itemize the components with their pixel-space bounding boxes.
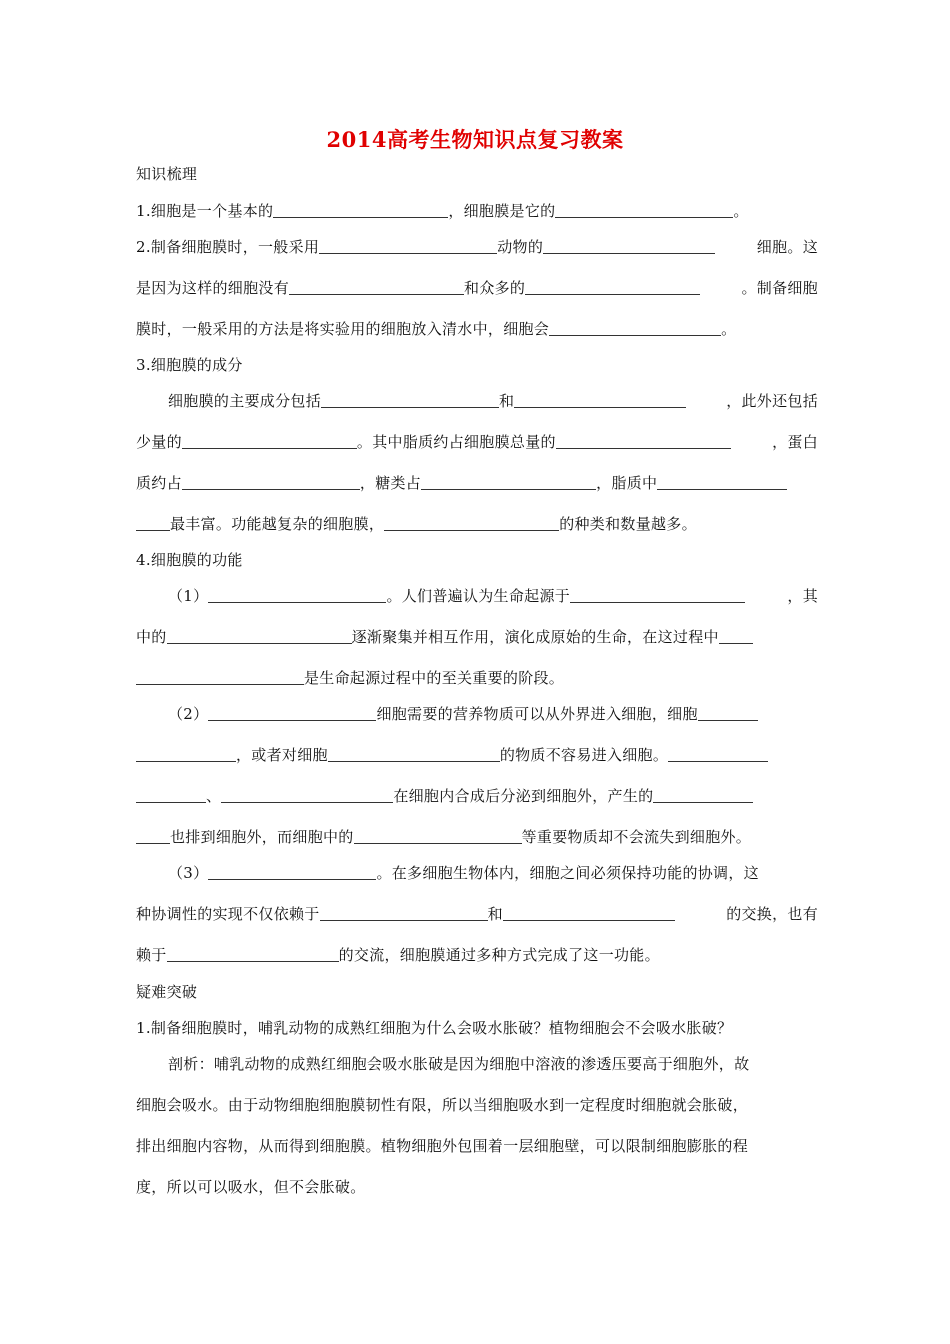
question-4-part-3-line-1: （3） 。在多细胞生物体内，细胞之间必须保持功能的协调，这 <box>168 864 759 882</box>
blank[interactable] <box>653 787 753 803</box>
difficulty-1-answer-line-1: 剖析：哺乳动物的成熟红细胞会吸水胀破是因为细胞中溶液的渗透压要高于细胞外，故 <box>168 1055 750 1073</box>
blank[interactable] <box>208 864 376 880</box>
blank[interactable] <box>167 628 352 644</box>
blank[interactable] <box>668 746 768 762</box>
blank[interactable] <box>136 787 206 803</box>
difficulty-1-answer-line-2: 细胞会吸水。由于动物细胞细胞膜韧性有限，所以当细胞吸水到一定程度时细胞就会胀破， <box>136 1096 749 1114</box>
blank[interactable] <box>328 746 500 762</box>
blank[interactable] <box>384 515 559 531</box>
question-3-line-4: 最丰富。功能越复杂的细胞膜， 的种类和数量越多。 <box>136 513 818 534</box>
blank[interactable] <box>354 828 522 844</box>
blank[interactable] <box>136 669 304 685</box>
question-4-part-2-line-3: 、 在细胞内合成后分泌到细胞外，产生的 <box>136 785 818 806</box>
blank[interactable] <box>657 474 787 490</box>
blank[interactable] <box>543 238 715 254</box>
question-4-part-3-line-3: 赖于 的交流，细胞膜通过多种方式完成了这一功能。 <box>136 946 660 964</box>
question-4-part-1-line-1: （1） 。人们普遍认为生命起源于 ，其 <box>168 587 818 605</box>
question-4-part-2-line-1: （2） 细胞需要的营养物质可以从外界进入细胞，细胞 <box>168 703 818 724</box>
blank[interactable] <box>136 515 170 531</box>
blank[interactable] <box>555 202 733 218</box>
question-4-part-1-line-3: 是生命起源过程中的至关重要的阶段。 <box>136 667 818 688</box>
question-3-line-1: 细胞膜的主要成分包括 和 ，此外还包括 <box>168 392 818 410</box>
blank[interactable] <box>289 279 464 295</box>
question-3-line-3: 质约占 ，糖类占 ，脂质中 <box>136 472 818 493</box>
blank[interactable] <box>503 905 675 921</box>
blank[interactable] <box>719 628 753 644</box>
blank[interactable] <box>556 433 731 449</box>
question-4-heading: 4.细胞膜的功能 <box>136 551 243 569</box>
blank[interactable] <box>208 587 386 603</box>
blank[interactable] <box>549 320 721 336</box>
question-2-line-3: 膜时，一般采用的方法是将实验用的细胞放入清水中，细胞会 。 <box>136 320 737 338</box>
blank[interactable] <box>514 392 686 408</box>
blank[interactable] <box>208 705 376 721</box>
difficulty-1-answer-line-4: 度，所以可以吸水，但不会胀破。 <box>136 1178 366 1196</box>
blank[interactable] <box>570 587 745 603</box>
question-3-line-2: 少量的 。其中脂质约占细胞膜总量的 ，蛋白 <box>136 433 818 451</box>
question-1: 1.细胞是一个基本的 ，细胞膜是它的 。 <box>136 202 749 220</box>
blank[interactable] <box>320 905 488 921</box>
question-4-part-3-line-2: 种协调性的实现不仅依赖于 和 的交换，也有 <box>136 905 818 923</box>
blank[interactable] <box>698 705 758 721</box>
document-title: 2014高考生物知识点复习教案 <box>326 127 624 152</box>
question-3-heading: 3.细胞膜的成分 <box>136 356 243 374</box>
question-2-line-2: 是因为这样的细胞没有 和众多的 。制备细胞 <box>136 279 818 297</box>
blank[interactable] <box>525 279 700 295</box>
difficulty-1-answer-line-3: 排出细胞内容物，从而得到细胞膜。植物细胞外包围着一层细胞壁，可以限制细胞膨胀的程 <box>136 1137 749 1155</box>
blank[interactable] <box>136 828 170 844</box>
question-4-part-2-line-2: ，或者对细胞 的物质不容易进入细胞。 <box>136 744 818 765</box>
blank[interactable] <box>273 202 448 218</box>
blank[interactable] <box>136 746 236 762</box>
question-4-part-2-line-4: 也排到细胞外，而细胞中的 等重要物质却不会流失到细胞外。 <box>136 826 818 847</box>
blank[interactable] <box>319 238 497 254</box>
blank[interactable] <box>321 392 499 408</box>
blank[interactable] <box>182 474 360 490</box>
section-heading-knowledge: 知识梳理 <box>136 165 198 183</box>
difficulty-1-question: 1.制备细胞膜时，哺乳动物的成熟红细胞为什么会吸水胀破？植物细胞会不会吸水胀破？ <box>136 1019 733 1037</box>
question-2-line-1: 2.制备细胞膜时，一般采用 动物的 细胞。这 <box>136 238 818 256</box>
question-4-part-1-line-2: 中的 逐渐聚集并相互作用，演化成原始的生命，在这过程中 <box>136 626 818 647</box>
blank[interactable] <box>182 433 357 449</box>
blank[interactable] <box>167 946 339 962</box>
section-heading-difficulties: 疑难突破 <box>136 983 198 1001</box>
blank[interactable] <box>221 787 393 803</box>
blank[interactable] <box>421 474 596 490</box>
